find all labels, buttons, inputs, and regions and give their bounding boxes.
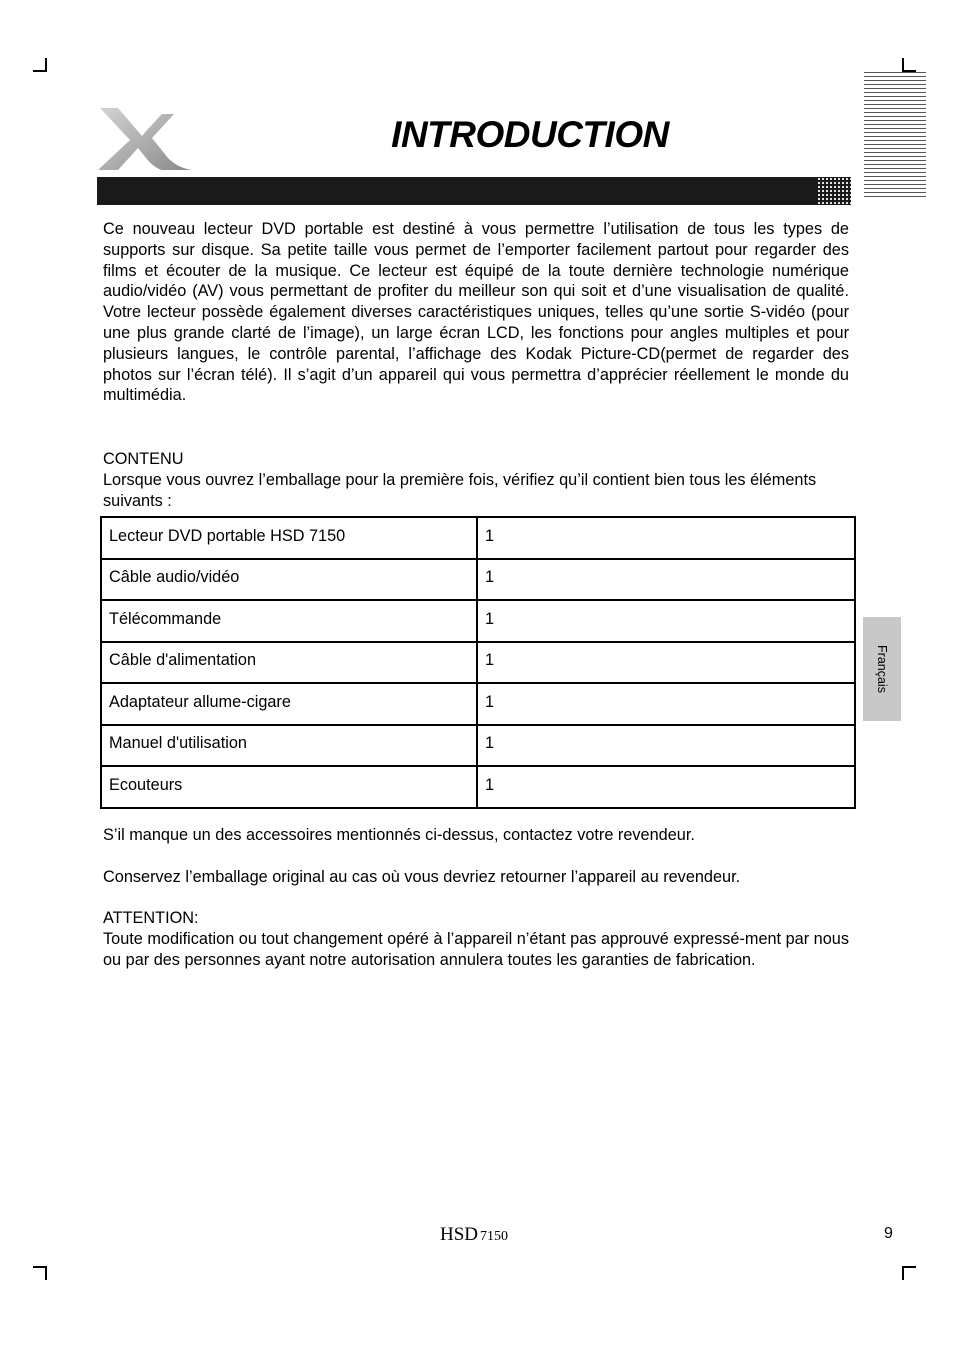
item-name: Câble audio/vidéo bbox=[101, 559, 477, 601]
contents-heading: CONTENU bbox=[103, 450, 184, 468]
table-row bbox=[101, 642, 855, 684]
missing-accessories-note: S’il manque un des accessoires mentionnés ci-dessus, contactez votre revendeur. bbox=[103, 826, 695, 844]
title-bar bbox=[97, 177, 851, 205]
page-number: 9 bbox=[884, 1225, 893, 1242]
item-quantity: 1 bbox=[477, 683, 855, 725]
model-letters: HSD bbox=[440, 1224, 479, 1245]
table-row bbox=[101, 600, 855, 642]
item-name: Ecouteurs bbox=[101, 766, 477, 808]
item-quantity: 1 bbox=[477, 517, 855, 559]
table-row bbox=[101, 725, 855, 767]
footer-model-name bbox=[440, 1224, 508, 1246]
crop-mark-bottom-right bbox=[902, 1266, 916, 1280]
model-number: 7150 bbox=[480, 1229, 509, 1244]
attention-text: Toute modification ou tout changement opéré à l’appareil n’étant pas approuvé expressé-ment par nous ou par des personnes ayant notre autorisation annulera toutes les garanties de fabrication. bbox=[103, 929, 849, 969]
crop-mark-bottom-left bbox=[33, 1266, 47, 1280]
page-title: INTRODUCTION bbox=[391, 114, 669, 155]
item-quantity: 1 bbox=[477, 642, 855, 684]
item-name: Adaptateur allume-cigare bbox=[101, 683, 477, 725]
contents-table bbox=[100, 516, 856, 809]
item-quantity: 1 bbox=[477, 725, 855, 767]
keep-packaging-note: Conservez l’emballage original au cas où vous devriez retourner l’appareil au revendeur. bbox=[103, 868, 741, 886]
attention-heading: ATTENTION: bbox=[103, 909, 199, 927]
crop-mark-top-left bbox=[33, 58, 47, 72]
item-quantity: 1 bbox=[477, 766, 855, 808]
item-name: Lecteur DVD portable HSD 7150 bbox=[101, 517, 477, 559]
item-quantity: 1 bbox=[477, 600, 855, 642]
item-quantity: 1 bbox=[477, 559, 855, 601]
item-name: Manuel d'utilisation bbox=[101, 725, 477, 767]
intro-paragraph: Ce nouveau lecteur DVD portable est destiné à vous permettre l’utilisation de tous les types de supports sur disque. Sa petite taille vous permet de l’emporter facilement partout pour regarder des films et écouter de la musique. Ce lecteur est équipé de la toute dernière technologie numérique audio/vidéo (AV) vous permettant de profiter du meilleur son qui soit et d’une visualisation de qualité. Votre lecteur possède également diverses caractéristiques uniques, telles qu’une sortie S-vidéo (pour une plus grande clarté de l’image), un large écran LCD, les fonctions pour angles multiples et pour plusieurs langues, le contrôle parental, l’affichage des Kodak Picture-CD(permet de regarder des photos sur l’écran télé). Il s’agit d’un appareil qui vous permettra d’apprécier réellement le monde du multimédia. bbox=[103, 220, 849, 405]
item-name: Câble d'alimentation bbox=[101, 642, 477, 684]
contents-intro: Lorsque vous ouvrez l’emballage pour la première fois, vérifiez qu’il contient bien tous les éléments suivants : bbox=[103, 471, 817, 510]
item-name: Télécommande bbox=[101, 600, 477, 642]
crop-mark-top-right bbox=[902, 58, 916, 72]
table-row bbox=[101, 559, 855, 601]
attention-block bbox=[103, 908, 849, 970]
table-row bbox=[101, 766, 855, 808]
language-label: Français bbox=[875, 645, 889, 693]
table-row bbox=[101, 517, 855, 559]
decorative-stripes bbox=[864, 72, 926, 200]
language-tab bbox=[863, 617, 901, 721]
title-bar-halftone bbox=[817, 177, 851, 205]
table-row bbox=[101, 683, 855, 725]
x-brand-logo-icon bbox=[96, 106, 192, 172]
